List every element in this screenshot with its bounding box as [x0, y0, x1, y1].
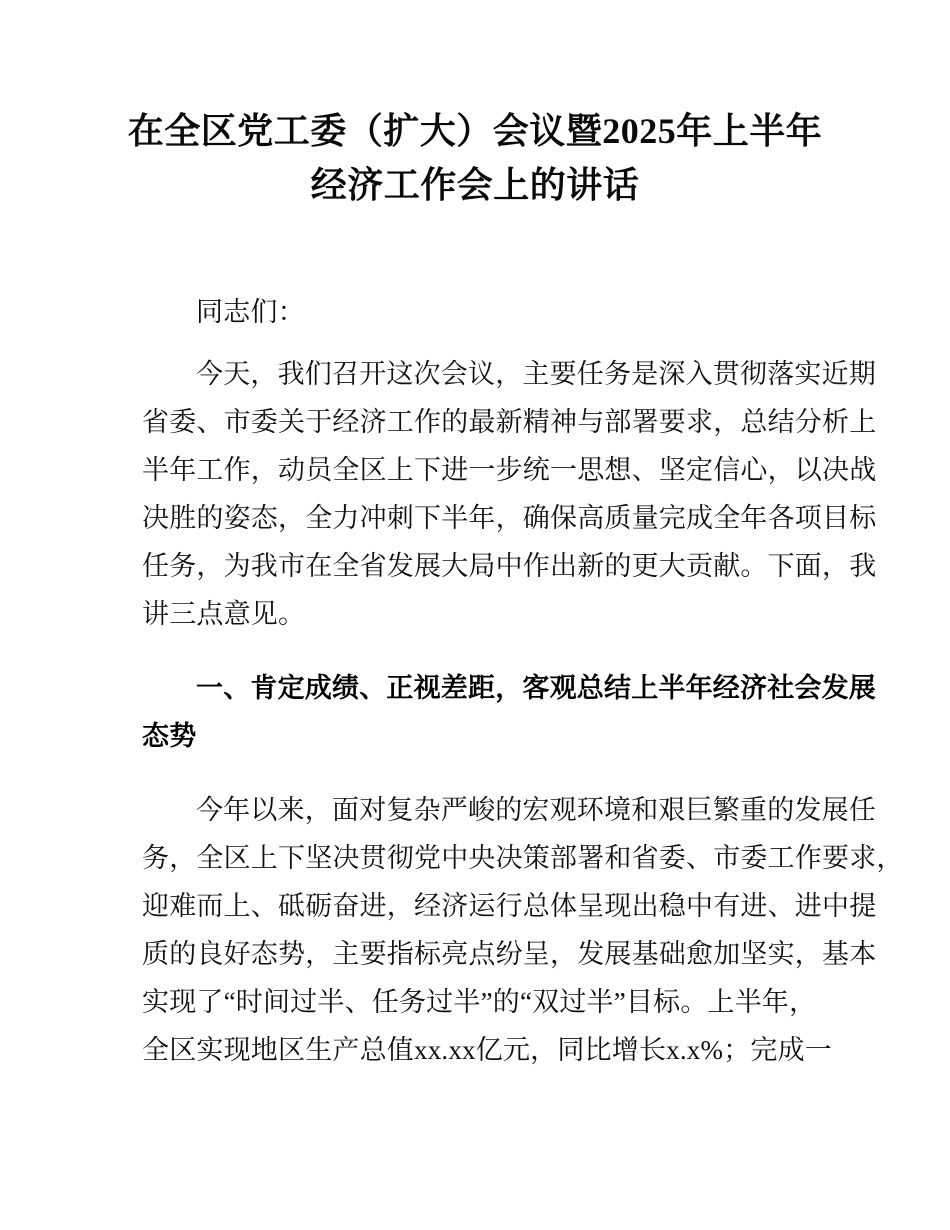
- opening-paragraph-line-2: 省委、市委关于经济工作的最新精神与部署要求，总结分析上: [142, 407, 877, 437]
- section-heading-one-line-1: 一、肯定成绩、正视差距，客观总结上半年经济社会发展: [196, 673, 876, 703]
- opening-paragraph-line-1: 今天，我们召开这次会议，主要任务是深入贯彻落实近期: [196, 359, 876, 389]
- paragraph-gap: [142, 638, 814, 664]
- opening-paragraph-line-5: 任务，为我市在全省发展大局中作出新的更大贡献。下面，我: [142, 551, 877, 581]
- opening-paragraph-line-4: 决胜的姿态，全力冲刺下半年，确保高质量完成全年各项目标: [142, 503, 877, 533]
- section-one-body-line-4: 质的良好态势，主要指标亮点纷呈，发展基础愈加坚实，基本: [142, 939, 877, 969]
- section-heading-one: [142, 664, 876, 760]
- paragraph-gap: [142, 760, 814, 786]
- section-one-body-line-2: 务，全区上下坚决贯彻党中央决策部署和省委、市委工作要求，: [142, 843, 904, 873]
- section-one-body-line-1: 今年以来，面对复杂严峻的宏观环境和艰巨繁重的发展任: [196, 795, 876, 825]
- opening-paragraph: [142, 350, 877, 638]
- section-one-body-line-3: 迎难而上、砥砺奋进，经济运行总体呈现出稳中有进、进中提: [142, 891, 877, 921]
- section-heading-one-line-2: 态势: [142, 721, 197, 751]
- document-title: [95, 104, 855, 212]
- document-body: [142, 288, 904, 1074]
- document-title-line-2: 经济工作会上的讲话: [310, 165, 640, 205]
- document-title-line-1: 在全区党工委（扩大）会议暨2025年上半年: [127, 111, 823, 151]
- salutation-line: 同志们：: [196, 297, 305, 327]
- opening-paragraph-line-3: 半年工作，动员全区上下进一步统一思想、坚定信心，以决战: [142, 455, 877, 485]
- salutation-paragraph: [142, 288, 814, 336]
- section-one-body-line-6: 全区实现地区生产总值xx.xx亿元，同比增长x.x%；完成一: [142, 1035, 832, 1065]
- section-one-body-paragraph: [142, 786, 904, 1074]
- section-one-body-line-5: 实现了“时间过半、任务过半”的“双过半”目标。上半年，: [142, 987, 817, 1017]
- paragraph-gap: [142, 336, 814, 350]
- opening-paragraph-line-6: 讲三点意见。: [142, 599, 306, 629]
